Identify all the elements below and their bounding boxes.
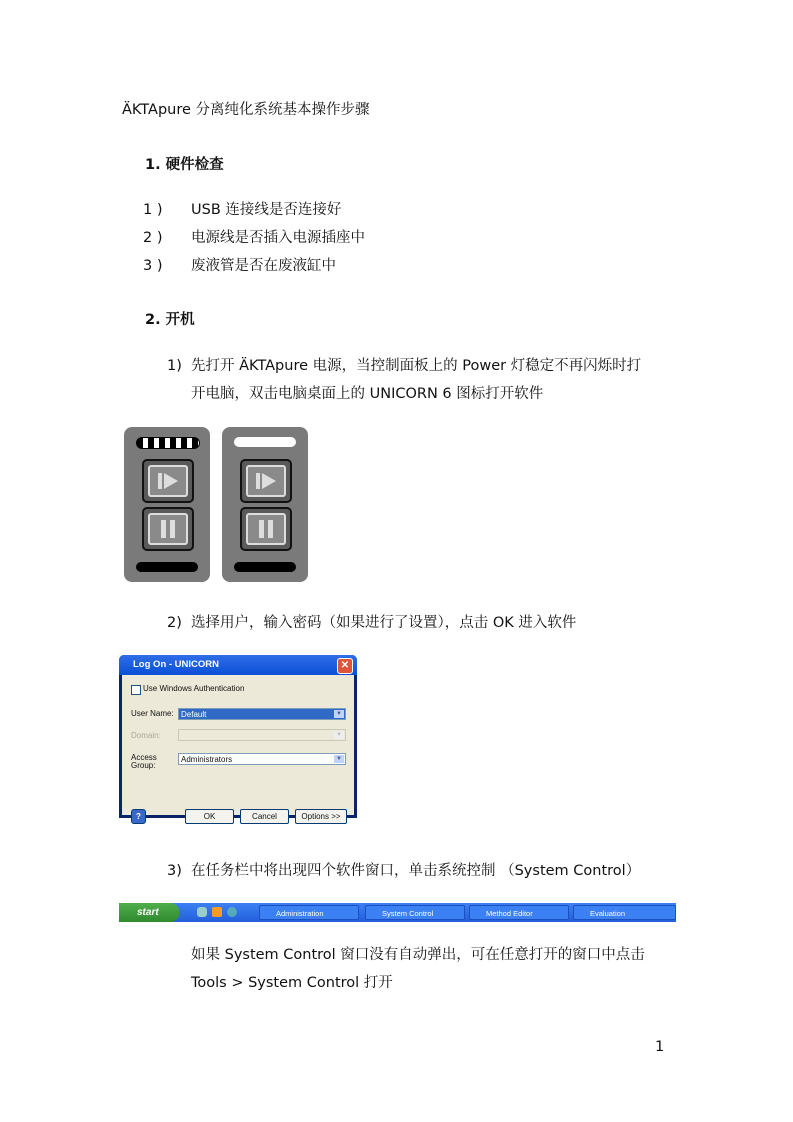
power-led-steady [234,437,296,447]
document-title: ÄKTApure 分离纯化系统基本操作步骤 [122,102,370,118]
step-text: 先打开 ÄKTApure 电源，当控制面板上的 Power 灯稳定不再闪烁时打 [191,358,642,374]
access-group-label: Access Group: [131,753,157,770]
user-name-select[interactable] [178,708,346,720]
run-button-icon [142,459,194,503]
user-name-label: User Name: [131,709,174,718]
outlook-icon[interactable] [212,907,222,917]
pause-button-icon [240,507,292,551]
task-label: System Control [382,909,434,918]
start-button[interactable] [119,903,179,922]
step-num: 1) [167,358,182,374]
list-item: 电源线是否插入电源插座中 [191,230,365,246]
task-label: Method Editor [486,909,533,918]
logon-dialog [119,655,357,821]
list-num: 3 ) [143,258,163,274]
options-button[interactable]: Options >> [295,809,347,824]
page-number: 1 [655,1039,665,1055]
step-text: 开电脑，双击电脑桌面上的 UNICORN 6 图标打开软件 [191,386,544,402]
section-heading-hardware: 1. 硬件检查 [145,157,224,173]
step-text: 在任务栏中将出现四个软件窗口，单击系统控制 （System Control） [191,863,641,879]
task-method-editor[interactable] [469,905,569,920]
run-button-icon [240,459,292,503]
start-label: start [137,907,159,918]
list-item: USB 连接线是否连接好 [191,202,342,218]
task-evaluation[interactable] [573,905,676,920]
panel-bar [136,562,198,572]
chevron-down-icon: ▼ [334,710,344,718]
note-text: Tools > System Control 打开 [191,975,393,991]
chevron-down-icon: ▼ [334,755,344,763]
cancel-button[interactable]: Cancel [240,809,289,824]
control-panel-steady [222,427,308,582]
list-num: 2 ) [143,230,163,246]
help-icon[interactable]: ? [131,809,146,824]
ok-button[interactable]: OK [185,809,234,824]
user-name-value: Default [181,710,207,719]
pause-button-icon [142,507,194,551]
note-text: 如果 System Control 窗口没有自动弹出，可在任意打开的窗口中点击 [191,947,645,963]
list-num: 1 ) [143,202,163,218]
task-system-control[interactable] [365,905,465,920]
control-panel-flashing [124,427,210,582]
domain-label: Domain: [131,731,161,740]
ie-icon[interactable] [227,907,237,917]
dialog-title: Log On - UNICORN [133,659,220,670]
windows-taskbar [119,903,676,922]
section-heading-startup: 2. 开机 [145,312,195,328]
quicklaunch-icon[interactable] [197,907,207,917]
access-group-value: Administrators [181,755,233,764]
step-num: 3) [167,863,182,879]
step-num: 2) [167,615,182,631]
list-item: 废液管是否在废液缸中 [191,258,336,274]
task-label: Administration [276,909,324,918]
task-administration[interactable] [259,905,359,920]
power-led-flashing [136,437,200,449]
domain-select [178,729,346,741]
chevron-down-icon: ▼ [334,731,344,739]
windows-auth-label: Use Windows Authentication [143,684,245,693]
task-label: Evaluation [590,909,626,918]
close-icon[interactable]: ✕ [337,658,353,674]
step-text: 选择用户，输入密码（如果进行了设置），点击 OK 进入软件 [191,615,577,631]
panel-bar [234,562,296,572]
access-group-select[interactable] [178,753,346,765]
dialog-titlebar [119,655,357,675]
windows-auth-checkbox[interactable] [131,685,141,695]
